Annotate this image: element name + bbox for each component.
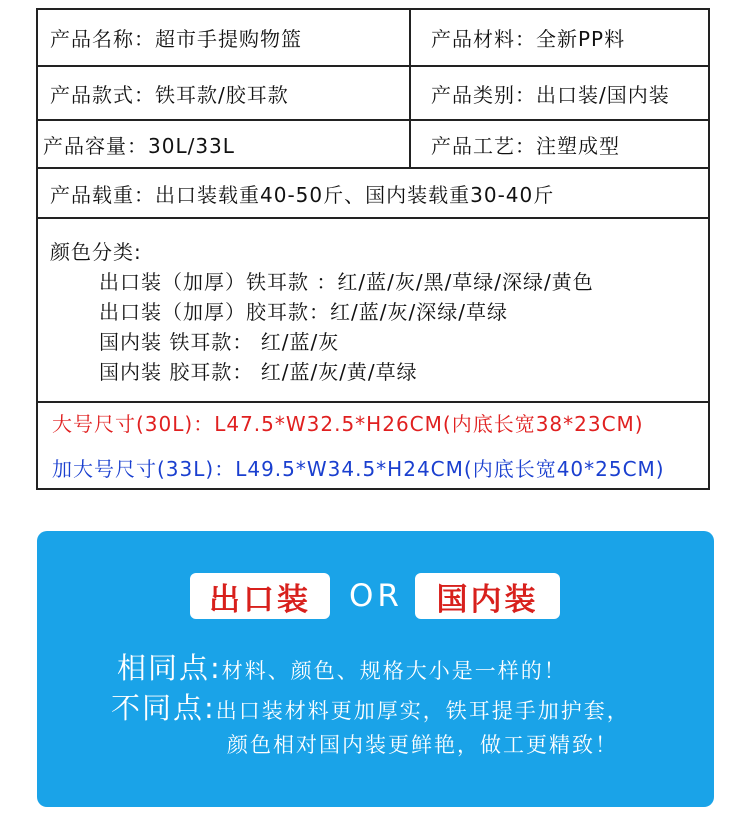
- same-title: 相同点:: [117, 651, 222, 685]
- product-capacity: 产品容量：30L/33L: [38, 121, 411, 167]
- same-points: [117, 646, 567, 687]
- color-line-export-iron: 出口装（加厚）铁耳款 ：红/蓝/灰/黑/草绿/深绿/黄色: [99, 270, 594, 294]
- spec-row-name: [38, 10, 708, 67]
- size-large: 大号尺寸(30L)：L47.5*W32.5*H26CM(内底长宽38*23CM): [52, 412, 644, 436]
- diff-points: [111, 686, 630, 727]
- export-badge: 出口装: [190, 573, 330, 619]
- size-xlarge: 加大号尺寸(33L)：L49.5*W34.5*H24CM(内底长宽40*25CM): [52, 457, 665, 481]
- product-craft: 产品工艺：注塑成型: [431, 133, 620, 158]
- product-style: 产品款式：铁耳款/胶耳款: [38, 67, 411, 119]
- spec-row-capacity: [38, 121, 708, 169]
- colors-title: 颜色分类:: [50, 240, 142, 264]
- domestic-badge: 国内装: [415, 573, 560, 619]
- spec-row-style: [38, 67, 708, 121]
- color-options: [50, 237, 594, 387]
- product-material: 产品材料：全新PP料: [431, 27, 626, 51]
- diff-title: 不同点:: [111, 691, 216, 725]
- same-text: 材料、颜色、规格大小是一样的！: [221, 659, 567, 683]
- product-category: 产品类别：出口装/国内装: [431, 82, 670, 107]
- color-line-domestic-plastic: 国内装 胶耳款： 红/蓝/灰/黄/草绿: [99, 360, 418, 384]
- color-line-domestic-iron: 国内装 铁耳款： 红/蓝/灰: [99, 330, 340, 354]
- diff-text-continued: 颜色相对国内装更鲜艳，做工更精致！: [227, 733, 618, 757]
- color-line-export-plastic: 出口装（加厚）胶耳款：红/蓝/灰/深绿/草绿: [99, 300, 508, 324]
- spec-row-colors: [38, 219, 708, 403]
- or-label: OR: [349, 578, 403, 614]
- diff-text: 出口装材料更加厚实，铁耳提手加护套，: [215, 699, 630, 723]
- product-name: 产品名称：超市手提购物篮: [38, 10, 411, 65]
- spec-table: [36, 8, 710, 490]
- spec-row-load: [38, 169, 708, 219]
- product-load: 产品载重：出口装载重40-50斤、国内装载重30-40斤: [50, 182, 555, 207]
- comparison-card: [37, 531, 714, 807]
